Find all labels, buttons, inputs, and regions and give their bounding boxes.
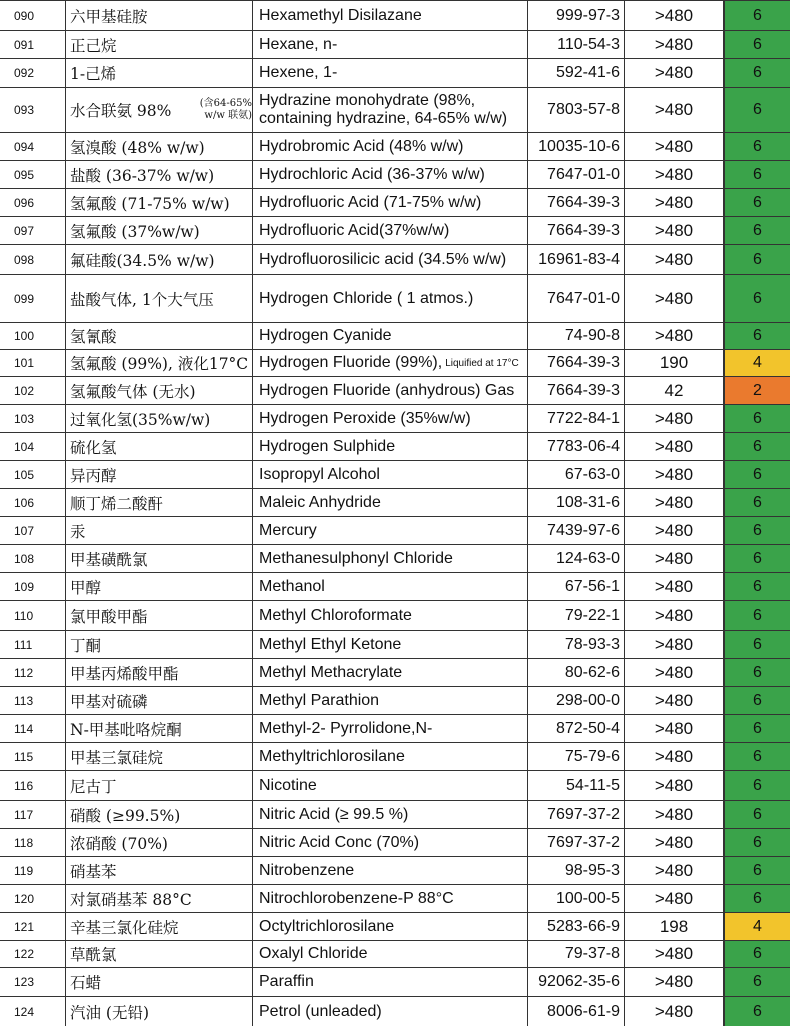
cas-number: 7697-37-2 bbox=[527, 828, 624, 856]
chinese-name-cell bbox=[65, 87, 252, 132]
performance-level-badge: 6 bbox=[723, 996, 790, 1026]
english-name: Hydrofluorosilicic acid (34.5% w/w) bbox=[252, 244, 527, 274]
breakthrough-time: >480 bbox=[624, 884, 723, 912]
row-number: 113 bbox=[0, 686, 65, 714]
row-number: 100 bbox=[0, 322, 65, 349]
table-row bbox=[0, 856, 790, 884]
performance-level-badge: 4 bbox=[723, 912, 790, 940]
performance-level-badge: 6 bbox=[723, 322, 790, 349]
english-name: Maleic Anhydride bbox=[252, 488, 527, 516]
row-number: 104 bbox=[0, 432, 65, 460]
table-row bbox=[0, 87, 790, 132]
cas-number: 7664-39-3 bbox=[527, 349, 624, 376]
table-row bbox=[0, 544, 790, 572]
chinese-name: 盐酸 (36-37% w/w) bbox=[65, 160, 252, 188]
breakthrough-time: >480 bbox=[624, 160, 723, 188]
breakthrough-time: >480 bbox=[624, 0, 723, 30]
chinese-name: 氢氟酸气体 (无水) bbox=[65, 376, 252, 404]
row-number: 122 bbox=[0, 940, 65, 967]
breakthrough-time: >480 bbox=[624, 274, 723, 322]
chinese-name: 六甲基硅胺 bbox=[65, 0, 252, 30]
performance-level-badge: 2 bbox=[723, 376, 790, 404]
performance-level-badge: 6 bbox=[723, 856, 790, 884]
table-row bbox=[0, 460, 790, 488]
performance-level-badge: 6 bbox=[723, 488, 790, 516]
cas-number: 108-31-6 bbox=[527, 488, 624, 516]
row-number: 117 bbox=[0, 800, 65, 828]
breakthrough-time: >480 bbox=[624, 216, 723, 244]
english-name: Hydrogen Chloride ( 1 atmos.) bbox=[252, 274, 527, 322]
chinese-name: 正己烷 bbox=[65, 30, 252, 58]
english-name: Methyltrichlorosilane bbox=[252, 742, 527, 770]
english-name: Isopropyl Alcohol bbox=[252, 460, 527, 488]
chinese-name: 硫化氢 bbox=[65, 432, 252, 460]
performance-level-badge: 6 bbox=[723, 884, 790, 912]
table-row bbox=[0, 188, 790, 216]
chinese-name: 丁酮 bbox=[65, 630, 252, 658]
table-row bbox=[0, 516, 790, 544]
performance-level-badge: 4 bbox=[723, 349, 790, 376]
breakthrough-time: >480 bbox=[624, 404, 723, 432]
english-name: Nicotine bbox=[252, 770, 527, 800]
english-name: Hydrogen Fluoride (99%), bbox=[259, 354, 443, 371]
english-name-note: Liquified at 17°C bbox=[445, 357, 519, 369]
table-row bbox=[0, 322, 790, 349]
cas-number: 110-54-3 bbox=[527, 30, 624, 58]
row-number: 120 bbox=[0, 884, 65, 912]
chinese-name: 硝酸 (≥99.5%) bbox=[65, 800, 252, 828]
english-name: Nitric Acid (≥ 99.5 %) bbox=[252, 800, 527, 828]
breakthrough-time: >480 bbox=[624, 244, 723, 274]
cas-number: 7722-84-1 bbox=[527, 404, 624, 432]
table-row bbox=[0, 912, 790, 940]
row-number: 109 bbox=[0, 572, 65, 600]
breakthrough-time: >480 bbox=[624, 828, 723, 856]
row-number: 124 bbox=[0, 996, 65, 1026]
table-row bbox=[0, 58, 790, 87]
cas-number: 124-63-0 bbox=[527, 544, 624, 572]
row-number: 106 bbox=[0, 488, 65, 516]
row-number: 096 bbox=[0, 188, 65, 216]
cas-number: 10035-10-6 bbox=[527, 132, 624, 160]
table-row bbox=[0, 0, 790, 30]
breakthrough-time: 198 bbox=[624, 912, 723, 940]
english-name: Octyltrichlorosilane bbox=[252, 912, 527, 940]
breakthrough-time: >480 bbox=[624, 630, 723, 658]
performance-level-badge: 6 bbox=[723, 800, 790, 828]
table-row bbox=[0, 884, 790, 912]
chinese-name: 甲醇 bbox=[65, 572, 252, 600]
row-number: 115 bbox=[0, 742, 65, 770]
cas-number: 7647-01-0 bbox=[527, 160, 624, 188]
table-row bbox=[0, 432, 790, 460]
performance-level-badge: 6 bbox=[723, 188, 790, 216]
table-row bbox=[0, 996, 790, 1026]
breakthrough-time: >480 bbox=[624, 996, 723, 1026]
chinese-name: 辛基三氯化硅烷 bbox=[65, 912, 252, 940]
breakthrough-time: >480 bbox=[624, 940, 723, 967]
english-name: Hydrazine monohydrate (98%, containing hydrazine, 64-65% w/w) bbox=[252, 87, 527, 132]
english-name: Nitric Acid Conc (70%) bbox=[252, 828, 527, 856]
cas-number: 80-62-6 bbox=[527, 658, 624, 686]
performance-level-badge: 6 bbox=[723, 0, 790, 30]
cas-number: 7803-57-8 bbox=[527, 87, 624, 132]
performance-level-badge: 6 bbox=[723, 30, 790, 58]
chinese-name: 对氯硝基苯 88°C bbox=[65, 884, 252, 912]
table-row bbox=[0, 160, 790, 188]
table-row bbox=[0, 600, 790, 630]
english-name: Methyl Chloroformate bbox=[252, 600, 527, 630]
breakthrough-time: >480 bbox=[624, 658, 723, 686]
english-name: Methyl-2- Pyrrolidone,N- bbox=[252, 714, 527, 742]
english-name: Hydrogen Peroxide (35%w/w) bbox=[252, 404, 527, 432]
chinese-name: N-甲基吡咯烷酮 bbox=[65, 714, 252, 742]
english-name: Hydrofluoric Acid(37%w/w) bbox=[252, 216, 527, 244]
row-number: 091 bbox=[0, 30, 65, 58]
chinese-name: 氢氟酸 (99%), 液化17°C bbox=[65, 349, 252, 376]
table-row bbox=[0, 404, 790, 432]
row-number: 097 bbox=[0, 216, 65, 244]
table-row bbox=[0, 686, 790, 714]
row-number: 110 bbox=[0, 600, 65, 630]
cas-number: 7664-39-3 bbox=[527, 216, 624, 244]
performance-level-badge: 6 bbox=[723, 244, 790, 274]
cas-number: 999-97-3 bbox=[527, 0, 624, 30]
breakthrough-time: >480 bbox=[624, 188, 723, 216]
breakthrough-time: >480 bbox=[624, 58, 723, 87]
table-row bbox=[0, 572, 790, 600]
row-number: 118 bbox=[0, 828, 65, 856]
row-number: 102 bbox=[0, 376, 65, 404]
breakthrough-time: >480 bbox=[624, 856, 723, 884]
performance-level-badge: 6 bbox=[723, 658, 790, 686]
cas-number: 872-50-4 bbox=[527, 714, 624, 742]
english-name: Petrol (unleaded) bbox=[252, 996, 527, 1026]
performance-level-badge: 6 bbox=[723, 572, 790, 600]
row-number: 105 bbox=[0, 460, 65, 488]
english-name: Methanesulphonyl Chloride bbox=[252, 544, 527, 572]
cas-number: 7664-39-3 bbox=[527, 376, 624, 404]
row-number: 123 bbox=[0, 967, 65, 996]
chinese-name: 尼古丁 bbox=[65, 770, 252, 800]
cas-number: 7697-37-2 bbox=[527, 800, 624, 828]
table-row bbox=[0, 349, 790, 376]
table-row bbox=[0, 244, 790, 274]
cas-number: 100-00-5 bbox=[527, 884, 624, 912]
row-number: 121 bbox=[0, 912, 65, 940]
breakthrough-time: >480 bbox=[624, 432, 723, 460]
performance-level-badge: 6 bbox=[723, 940, 790, 967]
breakthrough-time: >480 bbox=[624, 87, 723, 132]
chinese-name: 氢氟酸 (71-75% w/w) bbox=[65, 188, 252, 216]
english-name: Hydrochloric Acid (36-37% w/w) bbox=[252, 160, 527, 188]
chinese-name: 异丙醇 bbox=[65, 460, 252, 488]
breakthrough-time: 190 bbox=[624, 349, 723, 376]
english-name: Hexamethyl Disilazane bbox=[252, 0, 527, 30]
english-name-cell bbox=[252, 349, 527, 376]
cas-number: 74-90-8 bbox=[527, 322, 624, 349]
chinese-name: 草酰氯 bbox=[65, 940, 252, 967]
chinese-name: 顺丁烯二酸酐 bbox=[65, 488, 252, 516]
performance-level-badge: 6 bbox=[723, 686, 790, 714]
row-number: 112 bbox=[0, 658, 65, 686]
english-name: Paraffin bbox=[252, 967, 527, 996]
english-name: Hexane, n- bbox=[252, 30, 527, 58]
cas-number: 5283-66-9 bbox=[527, 912, 624, 940]
chinese-name-note: (含64-65% w/w 联氨) bbox=[199, 98, 252, 121]
breakthrough-time: >480 bbox=[624, 742, 723, 770]
chinese-name: 甲基丙烯酸甲酯 bbox=[65, 658, 252, 686]
cas-number: 7439-97-6 bbox=[527, 516, 624, 544]
performance-level-badge: 6 bbox=[723, 132, 790, 160]
cas-number: 592-41-6 bbox=[527, 58, 624, 87]
row-number: 103 bbox=[0, 404, 65, 432]
table-row bbox=[0, 967, 790, 996]
english-name: Methyl Ethyl Ketone bbox=[252, 630, 527, 658]
cas-number: 79-37-8 bbox=[527, 940, 624, 967]
breakthrough-time: >480 bbox=[624, 967, 723, 996]
performance-level-badge: 6 bbox=[723, 714, 790, 742]
performance-level-badge: 6 bbox=[723, 58, 790, 87]
table-row bbox=[0, 742, 790, 770]
cas-number: 67-63-0 bbox=[527, 460, 624, 488]
english-name: Hydrogen Fluoride (anhydrous) Gas bbox=[252, 376, 527, 404]
table-row bbox=[0, 630, 790, 658]
performance-level-badge: 6 bbox=[723, 742, 790, 770]
chinese-name: 氢溴酸 (48% w/w) bbox=[65, 132, 252, 160]
chinese-name: 氟硅酸(34.5% w/w) bbox=[65, 244, 252, 274]
performance-level-badge: 6 bbox=[723, 460, 790, 488]
row-number: 090 bbox=[0, 0, 65, 30]
table-row bbox=[0, 376, 790, 404]
cas-number: 54-11-5 bbox=[527, 770, 624, 800]
performance-level-badge: 6 bbox=[723, 828, 790, 856]
chinese-name: 硝基苯 bbox=[65, 856, 252, 884]
breakthrough-time: >480 bbox=[624, 516, 723, 544]
breakthrough-time: >480 bbox=[624, 770, 723, 800]
row-number: 119 bbox=[0, 856, 65, 884]
performance-level-badge: 6 bbox=[723, 600, 790, 630]
english-name: Hydrobromic Acid (48% w/w) bbox=[252, 132, 527, 160]
english-name: Hexene, 1- bbox=[252, 58, 527, 87]
row-number: 095 bbox=[0, 160, 65, 188]
cas-number: 75-79-6 bbox=[527, 742, 624, 770]
performance-level-badge: 6 bbox=[723, 216, 790, 244]
breakthrough-time: >480 bbox=[624, 600, 723, 630]
performance-level-badge: 6 bbox=[723, 967, 790, 996]
row-number: 108 bbox=[0, 544, 65, 572]
chinese-name: 甲基对硫磷 bbox=[65, 686, 252, 714]
english-name: Hydrogen Cyanide bbox=[252, 322, 527, 349]
breakthrough-time: >480 bbox=[624, 488, 723, 516]
breakthrough-time: >480 bbox=[624, 322, 723, 349]
english-name: Mercury bbox=[252, 516, 527, 544]
breakthrough-time: >480 bbox=[624, 544, 723, 572]
chinese-name: 水合联氨 98% bbox=[70, 102, 172, 120]
performance-level-badge: 6 bbox=[723, 87, 790, 132]
chinese-name: 甲基三氯硅烷 bbox=[65, 742, 252, 770]
performance-level-badge: 6 bbox=[723, 432, 790, 460]
performance-level-badge: 6 bbox=[723, 160, 790, 188]
table-row bbox=[0, 132, 790, 160]
row-number: 101 bbox=[0, 349, 65, 376]
performance-level-badge: 6 bbox=[723, 544, 790, 572]
chinese-name: 汽油 (无铅) bbox=[65, 996, 252, 1026]
breakthrough-time: >480 bbox=[624, 30, 723, 58]
chinese-name: 氯甲酸甲酯 bbox=[65, 600, 252, 630]
table-row bbox=[0, 828, 790, 856]
english-name: Nitrochlorobenzene-P 88°C bbox=[252, 884, 527, 912]
cas-number: 67-56-1 bbox=[527, 572, 624, 600]
breakthrough-time: >480 bbox=[624, 132, 723, 160]
row-number: 107 bbox=[0, 516, 65, 544]
cas-number: 8006-61-9 bbox=[527, 996, 624, 1026]
cas-number: 78-93-3 bbox=[527, 630, 624, 658]
cas-number: 79-22-1 bbox=[527, 600, 624, 630]
english-name: Oxalyl Chloride bbox=[252, 940, 527, 967]
english-name: Methanol bbox=[252, 572, 527, 600]
breakthrough-time: >480 bbox=[624, 686, 723, 714]
chinese-name: 甲基磺酰氯 bbox=[65, 544, 252, 572]
row-number: 099 bbox=[0, 274, 65, 322]
chinese-name: 1-己烯 bbox=[65, 58, 252, 87]
table-row bbox=[0, 770, 790, 800]
table-row bbox=[0, 488, 790, 516]
chinese-name: 盐酸气体, 1个大气压 bbox=[65, 274, 252, 322]
breakthrough-time: >480 bbox=[624, 714, 723, 742]
row-number: 093 bbox=[0, 87, 65, 132]
cas-number: 298-00-0 bbox=[527, 686, 624, 714]
row-number: 111 bbox=[0, 630, 65, 658]
english-name: Nitrobenzene bbox=[252, 856, 527, 884]
row-number: 116 bbox=[0, 770, 65, 800]
breakthrough-time: >480 bbox=[624, 800, 723, 828]
breakthrough-time: >480 bbox=[624, 572, 723, 600]
chinese-name: 氢氟酸 (37%w/w) bbox=[65, 216, 252, 244]
performance-level-badge: 6 bbox=[723, 274, 790, 322]
chinese-name: 汞 bbox=[65, 516, 252, 544]
table-row bbox=[0, 274, 790, 322]
table-row bbox=[0, 714, 790, 742]
row-number: 094 bbox=[0, 132, 65, 160]
cas-number: 7783-06-4 bbox=[527, 432, 624, 460]
english-name: Hydrofluoric Acid (71-75% w/w) bbox=[252, 188, 527, 216]
breakthrough-time: >480 bbox=[624, 460, 723, 488]
breakthrough-time: 42 bbox=[624, 376, 723, 404]
cas-number: 7664-39-3 bbox=[527, 188, 624, 216]
table-row bbox=[0, 216, 790, 244]
row-number: 098 bbox=[0, 244, 65, 274]
english-name: Hydrogen Sulphide bbox=[252, 432, 527, 460]
cas-number: 7647-01-0 bbox=[527, 274, 624, 322]
table-row bbox=[0, 658, 790, 686]
chinese-name: 过氧化氢(35%w/w) bbox=[65, 404, 252, 432]
cas-number: 98-95-3 bbox=[527, 856, 624, 884]
row-number: 092 bbox=[0, 58, 65, 87]
performance-level-badge: 6 bbox=[723, 516, 790, 544]
chinese-name: 氢氰酸 bbox=[65, 322, 252, 349]
cas-number: 92062-35-6 bbox=[527, 967, 624, 996]
chinese-name: 浓硝酸 (70%) bbox=[65, 828, 252, 856]
table-row bbox=[0, 30, 790, 58]
table-row bbox=[0, 940, 790, 967]
table-row bbox=[0, 800, 790, 828]
performance-level-badge: 6 bbox=[723, 770, 790, 800]
chinese-name: 石蜡 bbox=[65, 967, 252, 996]
cas-number: 16961-83-4 bbox=[527, 244, 624, 274]
english-name: Methyl Parathion bbox=[252, 686, 527, 714]
performance-level-badge: 6 bbox=[723, 404, 790, 432]
row-number: 114 bbox=[0, 714, 65, 742]
performance-level-badge: 6 bbox=[723, 630, 790, 658]
english-name: Methyl Methacrylate bbox=[252, 658, 527, 686]
